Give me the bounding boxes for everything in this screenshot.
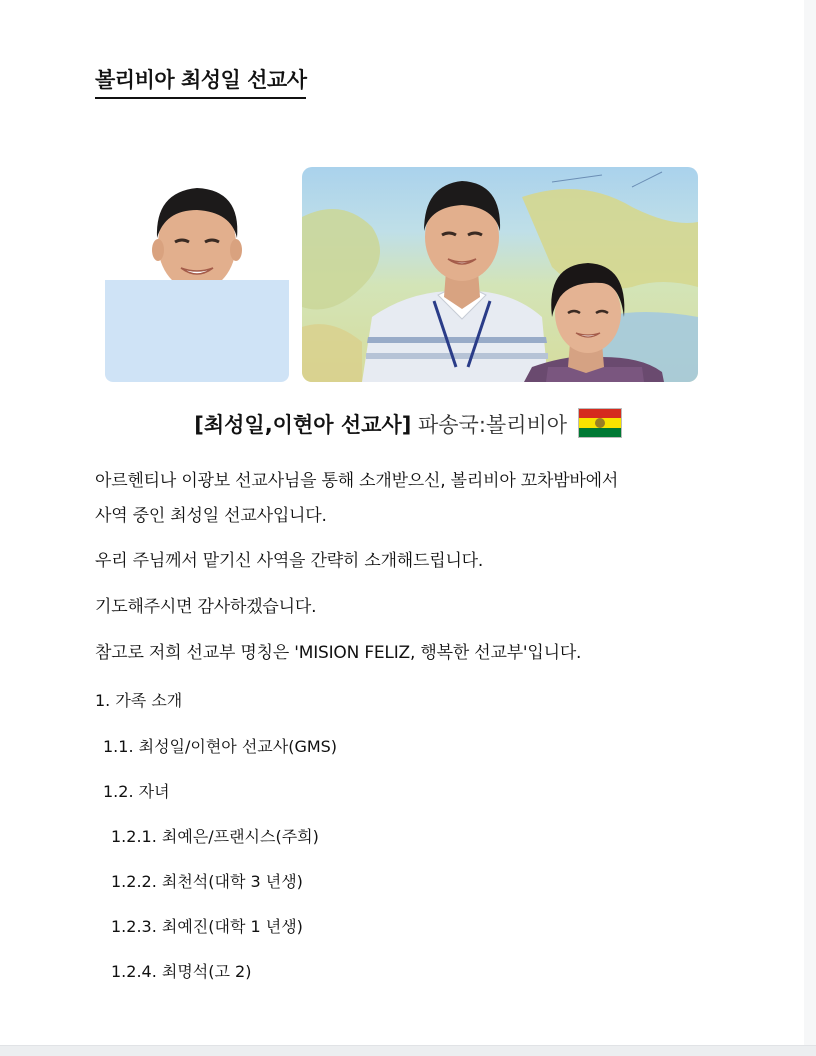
photo-caption — [0, 408, 816, 439]
intro-line-2: 사역 중인 최성일 선교사입니다. — [95, 506, 327, 526]
outline-item-1-2-4: 1.2.4. 최명석(고 2) — [111, 962, 252, 981]
missionary-names: [최성일,이현아 선교사] — [194, 413, 412, 437]
outline-item-1-2: 1.2. 자녀 — [103, 782, 170, 801]
page-margin-right — [804, 0, 816, 1046]
intro-line-4: 기도해주시면 감사하겠습니다. — [95, 597, 317, 617]
bolivia-flag-icon — [578, 408, 622, 438]
page-bottom-edge — [0, 1045, 816, 1056]
outline-item-1-2-1: 1.2.1. 최예은/프랜시스(주희) — [111, 827, 319, 846]
intro-line-1: 아르헨티나 이광보 선교사님을 통해 소개받으신, 볼리비아 꼬차밤바에서 — [95, 471, 619, 491]
outline-item-1-2-2: 1.2.2. 최천석(대학 3 년생) — [111, 872, 303, 891]
intro-line-3: 우리 주님께서 맡기신 사역을 간략히 소개해드립니다. — [95, 551, 484, 571]
missionary-couple-photo — [302, 167, 698, 382]
sending-country: 파송국:볼리비아 — [417, 413, 568, 437]
outline-item-1-2-3: 1.2.3. 최예진(대학 1 년생) — [111, 917, 303, 936]
intro-line-5: 참고로 저희 선교부 명칭은 'MISION FELIZ, 행복한 선교부'입니다. — [95, 643, 582, 663]
outline-item-1: 1. 가족 소개 — [95, 691, 183, 710]
outline-item-1-1: 1.1. 최성일/이현아 선교사(GMS) — [103, 737, 338, 756]
document-title: 볼리비아 최성일 선교사 — [95, 64, 306, 99]
missionary-portrait-photo — [105, 168, 289, 382]
